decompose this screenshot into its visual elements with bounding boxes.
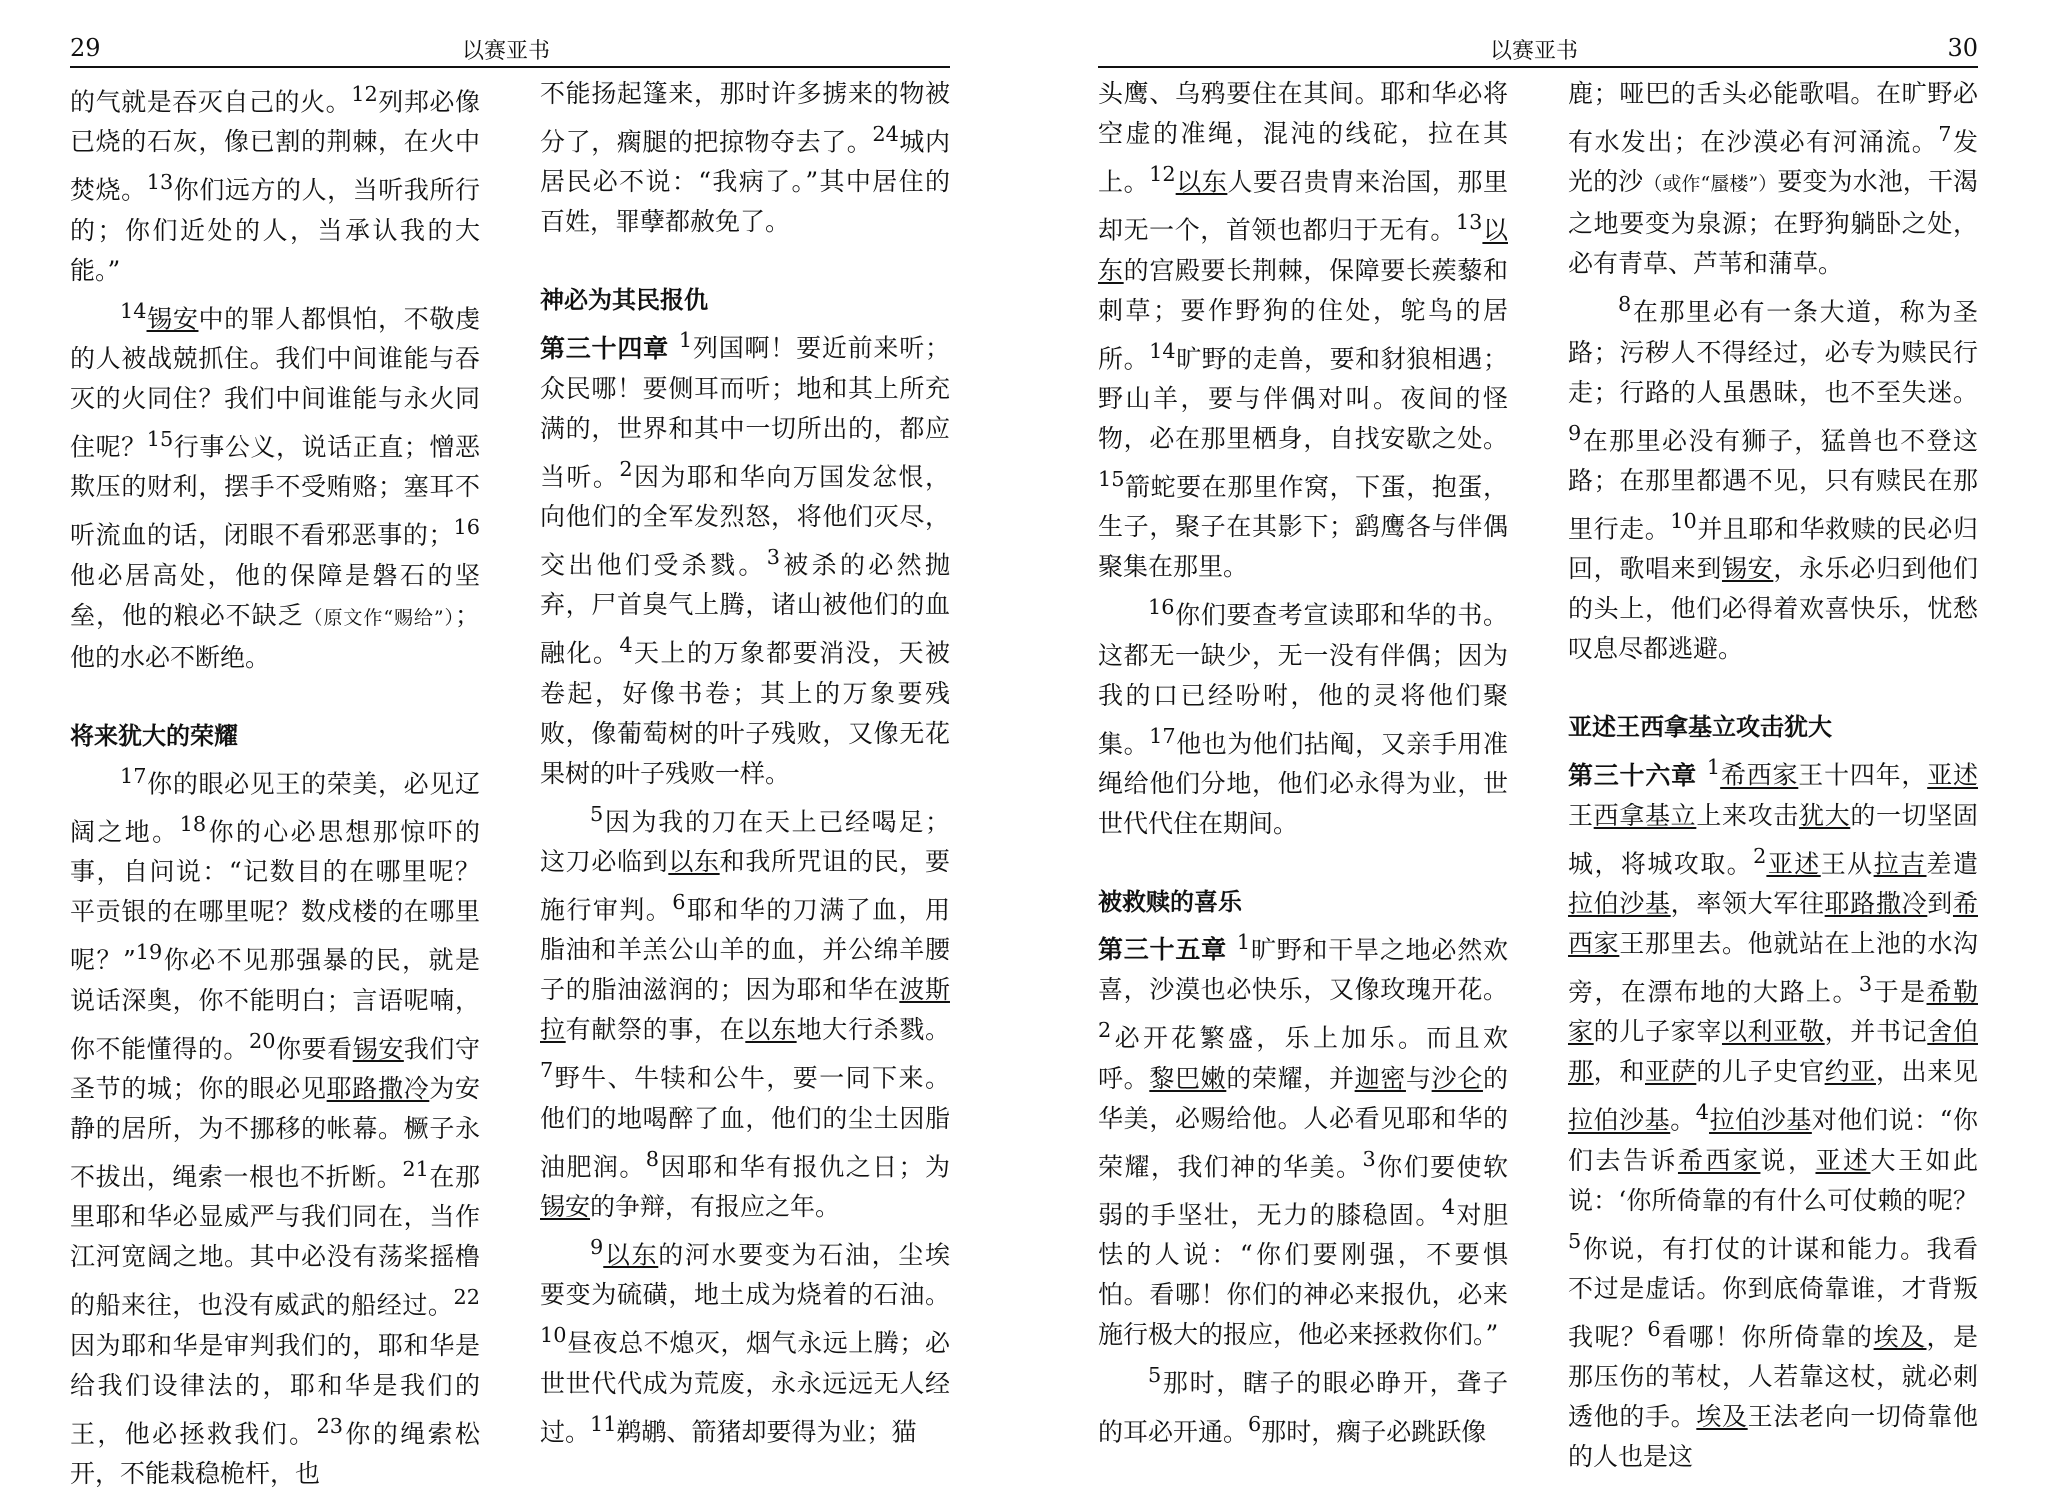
verse-number: 9 <box>1568 420 1582 445</box>
book-title: 以赛亚书 <box>462 39 551 64</box>
verse-number: 6 <box>1647 1316 1661 1341</box>
person-name: 希勒家 <box>1568 977 1978 1047</box>
place-name: 沙仑 <box>1431 1063 1483 1093</box>
verse-number: 10 <box>1670 508 1697 533</box>
column-left <box>1098 74 1508 1477</box>
place-name: 拉吉 <box>1873 848 1927 878</box>
verse-number: 6 <box>1248 1411 1262 1436</box>
verse-number: 4 <box>1441 1194 1456 1219</box>
column-right <box>540 74 950 1494</box>
column-right <box>1568 74 1978 1477</box>
person-name: 拉伯沙基 <box>1568 1105 1671 1135</box>
chapter-label: 第三十六章 <box>1568 760 1697 790</box>
verse-number: 7 <box>540 1058 554 1083</box>
chapter-label: 第三十四章 <box>540 333 669 363</box>
place-name: 埃及 <box>1696 1402 1748 1432</box>
footnote-inline: （或作“蜃楼”） <box>1643 173 1778 196</box>
verse-number: 13 <box>1455 210 1483 235</box>
verse-number: 17 <box>1149 723 1176 748</box>
two-column-body <box>70 74 950 1494</box>
verse-number: 23 <box>316 1413 344 1438</box>
book-title: 以赛亚书 <box>1490 39 1579 64</box>
page-number: 29 <box>70 34 101 62</box>
paragraph: $^{14}$锡安中的罪人都惧怕，不敬虔的人被战兢抓住。我们中间谁能与吞灭的火同住？我们中间谁能与永火同住呢？$^{15}$行事公义，说话正直；憎恶欺压的财利，摆手不受贿赂；塞耳不听流血的话，闭眼不看邪恶事的；$^{16}$他必居高处，他的保障是磐石的坚垒，他的粮必不缺乏（原文作“赐给”）；他的水必不断绝。 <box>70 298 480 672</box>
paragraph: 第三十五章 $^1$旷野和干旱之地必然欢喜，沙漠也必快乐，又像玫瑰开花。$^2$必开花繁盛，乐上加乐。而且欢呼。黎巴嫩的荣耀，并迦密与沙仑的华美，必赐给他。人必看见耶和华的荣耀，我们神的华美。$^3$你们要使软弱的手坚壮，无力的膝稳固。$^4$对胆怯的人说：“你们要刚强，不要惧怕。看哪！你们的神必来报仇，必来施行极大的报应，他必来拯救你们。” <box>1098 929 1508 1350</box>
footnote-inline: （原文作“赐给”） <box>303 606 455 629</box>
place-name: 埃及 <box>1873 1322 1927 1352</box>
paragraph: 第三十四章 $^1$列国啊！要近前来听；众民哪！要侧耳而听；地和其上所充满的，世界和其中一切所出的，都应当听。$^2$因为耶和华向万国发忿恨，向他们的全军发烈怒，将他们灭尽，交出他们受杀戮。$^3$被杀的必然抛弃，尸首臭气上腾，诸山被他们的血融化。$^4$天上的万象都要消没，天被卷起，好像书卷；其上的万象要残败，像葡萄树的叶子残败，又像无花果树的叶子残败一样。 <box>540 328 950 788</box>
verse-number: 14 <box>120 298 147 323</box>
paragraph: 鹿；哑巴的舌头必能歌唱。在旷野必有水发出；在沙漠必有河涌流。$^7$发光的沙（或作“蜃楼”）要变为水池，干渴之地要变为泉源；在野狗躺卧之处，必有青草、芦苇和蒲草。 <box>1568 79 1978 279</box>
verse-number: 12 <box>351 82 378 106</box>
place-name: 波斯拉 <box>540 975 950 1045</box>
verse-number: 5 <box>1568 1228 1582 1253</box>
paragraph: $^9$以东的河水要变为石油，尘埃要变为硫磺，地土成为烧着的石油。$^{10}$昼夜总不熄灭，烟气永远上腾；必世世代代成为荒废，永永远远无人经过。$^{11}$鹈鹕、箭猪却要得为业；猫 <box>540 1234 950 1446</box>
person-name: 希西家 <box>1568 888 1978 958</box>
paragraph: 的气就是吞灭自己的火。$^{12}$列邦必像已烧的石灰，像已割的荆棘，在火中焚烧。$^{13}$你们远方的人，当听我所行的；你们近处的人，当承认我的大能。” <box>70 82 480 285</box>
running-head-right <box>1098 28 1978 68</box>
section-heading: 亚述王西拿基立攻击犹大 <box>1568 713 1832 742</box>
page-29 <box>70 28 950 1488</box>
verse-number: 4 <box>1695 1100 1710 1125</box>
person-name: 约亚 <box>1824 1057 1876 1087</box>
place-name: 黎巴嫩 <box>1149 1063 1227 1093</box>
section-heading: 将来犹大的荣耀 <box>70 721 238 750</box>
paragraph: $^5$那时，瞎子的眼必睁开，聋子的耳必开通。$^6$那时，瘸子必跳跃像 <box>1098 1363 1508 1446</box>
person-name: 西拿基立 <box>1593 800 1697 830</box>
column-left <box>70 74 480 1494</box>
place-name: 锡安 <box>540 1191 591 1221</box>
paragraph: $^5$因为我的刀在天上已经喝足；这刀必临到以东和我所咒诅的民，要施行审判。$^6$耶和华的刀满了血，用脂油和羊羔公山羊的血，并公绵羊腰子的脂油滋润的；因为耶和华在波斯拉有献祭的事，在以东地大行杀戮。$^7$野牛、牛犊和公牛，要一同下来。他们的地喝醉了血，他们的尘土因脂油肥润。$^8$因耶和华有报仇之日；为锡安的争辩，有报应之年。 <box>540 801 950 1221</box>
place-name: 亚述 <box>1927 760 1978 790</box>
place-name: 锡安 <box>146 303 199 333</box>
person-name: 舍伯那 <box>1568 1017 1978 1087</box>
person-name: 希西家 <box>1677 1145 1761 1175</box>
verse-number: 18 <box>179 811 207 836</box>
verse-number: 13 <box>146 170 174 195</box>
verse-number: 12 <box>1149 162 1176 186</box>
person-name: 以利亚敬 <box>1721 1017 1825 1047</box>
person-name: 拉伯沙基 <box>1709 1105 1812 1135</box>
place-name: 亚述 <box>1766 848 1821 878</box>
page-30 <box>1098 28 1978 1472</box>
verse-number: 10 <box>540 1323 567 1348</box>
place-name: 耶路撒冷 <box>1824 888 1928 918</box>
paragraph: $^{16}$你们要查考宣读耶和华的书。这都无一缺少，无一没有伴偶；因为我的口已经吩咐，他的灵将他们聚集。$^{17}$他也为他们拈阄，又亲手用准绳给他们分地，他们必永得为业，世世代代住在期间。 <box>1098 595 1508 838</box>
chapter-label: 第三十五章 <box>1098 935 1227 965</box>
verse-number: 2 <box>619 456 633 481</box>
verse-number: 20 <box>248 1028 276 1053</box>
verse-number: 16 <box>453 515 480 540</box>
verse-number: 19 <box>135 940 163 965</box>
verse-number: 14 <box>1149 338 1176 363</box>
verse-number: 1 <box>1236 929 1251 954</box>
place-name: 迦密 <box>1354 1063 1406 1093</box>
verse-number: 8 <box>1618 292 1632 317</box>
verse-number: 2 <box>1098 1018 1112 1043</box>
paragraph: $^{17}$你的眼必见王的荣美，必见辽阔之地。$^{18}$你的心必思想那惊吓的事，自问说：“记数目的在哪里呢？平贡银的在哪里呢？数戍楼的在哪里呢？”$^{19}$你必不见那强暴的民，就是说话深奥，你不能明白；言语呢喃，你不能懂得的。$^{20}$你要看锡安我们守圣节的城；你的眼必见耶路撒冷为安静的居所，为不挪移的帐幕。橛子永不拔出，绳索一根也不折断。$^{21}$在那里耶和华必显威严与我们同在，当作江河宽阔之地。其中必没有荡桨摇橹的船来往，也没有威武的船经过。$^{22}$因为耶和华是审判我们的，耶和华是给我们设律法的，耶和华是我们的王，他必拯救我们。$^{23}$你的绳索松开，不能栽稳桅杆，也 <box>70 763 480 1488</box>
verse-number: 8 <box>645 1146 660 1171</box>
place-name: 耶路撒冷 <box>326 1073 430 1103</box>
verse-number: 6 <box>672 889 686 914</box>
place-name: 以东 <box>668 846 720 876</box>
person-name: 希西家 <box>1720 760 1799 790</box>
place-name: 以东 <box>1175 167 1228 197</box>
paragraph: $^8$在那里必有一条大道，称为圣路；污秽人不得经过，必专为赎民行走；行路的人虽愚昧，也不至失迷。$^9$在那里必没有狮子，猛兽也不登这路；在那里都遇不见，只有赎民在那里行走。$^{10}$并且耶和华救赎的民必归回，歌唱来到锡安，永乐必归到他们的头上，他们必得着欢喜快乐，忧愁叹息尽都逃避。 <box>1568 292 1978 664</box>
section-heading: 神必为其民报仇 <box>540 286 708 315</box>
verse-number: 3 <box>1858 971 1873 996</box>
verse-number: 22 <box>453 1285 480 1310</box>
place-name: 以东 <box>603 1240 659 1270</box>
person-name: 亚萨 <box>1645 1057 1697 1087</box>
verse-number: 16 <box>1148 595 1175 620</box>
running-head-left <box>70 28 950 68</box>
verse-number: 24 <box>872 122 899 146</box>
person-name: 拉伯沙基 <box>1568 888 1671 918</box>
verse-number: 1 <box>1706 755 1721 780</box>
page-number: 30 <box>1947 34 1978 62</box>
two-column-body <box>1098 74 1978 1477</box>
place-name: 锡安 <box>352 1033 404 1063</box>
verse-number: 15 <box>146 426 174 451</box>
place-name: 以东 <box>745 1015 797 1045</box>
paragraph: 不能扬起篷来，那时许多掳来的物被分了，瘸腿的把掠物夺去了。$^{24}$城内居民必不说：“我病了。”其中居住的百姓，罪孽都赦免了。 <box>540 79 950 237</box>
verse-number: 7 <box>1938 122 1952 146</box>
verse-number: 21 <box>402 1156 429 1181</box>
paragraph: 第三十六章 $^1$希西家王十四年，亚述王西拿基立上来攻击犹大的一切坚固城，将城攻取。$^2$亚述王从拉吉差遣拉伯沙基，率领大军往耶路撒冷到希西家王那里去。他就站在上池的水沟旁，在漂布地的大路上。$^3$于是希勒家的儿子家宰以利亚敬，并书记舍伯那，和亚萨的儿子史官约亚，出来见拉伯沙基。$^4$拉伯沙基对他们说：“你们去告诉希西家说，亚述大王如此说：‘你所倚靠的有什么可仗赖的呢？$^5$你说，有打仗的计谋和能力。我看不过是虚话。你到底倚靠谁，才背叛我呢？$^6$看哪！你所倚靠的埃及，是那压伤的苇杖，人若靠这杖，就必刺透他的手。埃及王法老向一切倚靠他的人也是这 <box>1568 755 1978 1472</box>
paragraph: 头鹰、乌鸦要住在其间。耶和华必将空虚的准绳，混沌的线砣，拉在其上。$^{12}$以东人要召贵胄来治国，那里却无一个，首领也都归于无有。$^{13}$以东的宫殿要长荆棘，保障要长蒺藜和刺草；要作野狗的住处，鸵鸟的居所。$^{14}$旷野的走兽，要和豺狼相遇；野山羊，要与伴偶对叫。夜间的怪物，必在那里栖身，自找安歇之处。$^{15}$箭蛇要在那里作窝，下蛋，抱蛋，生子，聚子在其影下；鹞鹰各与伴偶聚集在那里。 <box>1098 79 1508 582</box>
verse-number: 4 <box>619 633 633 658</box>
verse-number: 11 <box>590 1411 617 1436</box>
verse-number: 3 <box>766 544 780 569</box>
verse-number: 5 <box>590 801 604 826</box>
place-name: 犹大 <box>1798 800 1851 830</box>
verse-number: 2 <box>1753 843 1767 868</box>
verse-number: 3 <box>1362 1146 1376 1171</box>
verse-number: 1 <box>678 328 693 353</box>
place-name: 以东 <box>1098 215 1508 285</box>
section-heading: 被救赎的喜乐 <box>1098 887 1242 916</box>
place-name: 亚述 <box>1815 1145 1871 1175</box>
verse-number: 17 <box>120 763 147 788</box>
verse-number: 15 <box>1098 466 1125 491</box>
place-name: 锡安 <box>1721 554 1774 584</box>
verse-number: 9 <box>590 1234 604 1259</box>
verse-number: 5 <box>1148 1363 1162 1388</box>
